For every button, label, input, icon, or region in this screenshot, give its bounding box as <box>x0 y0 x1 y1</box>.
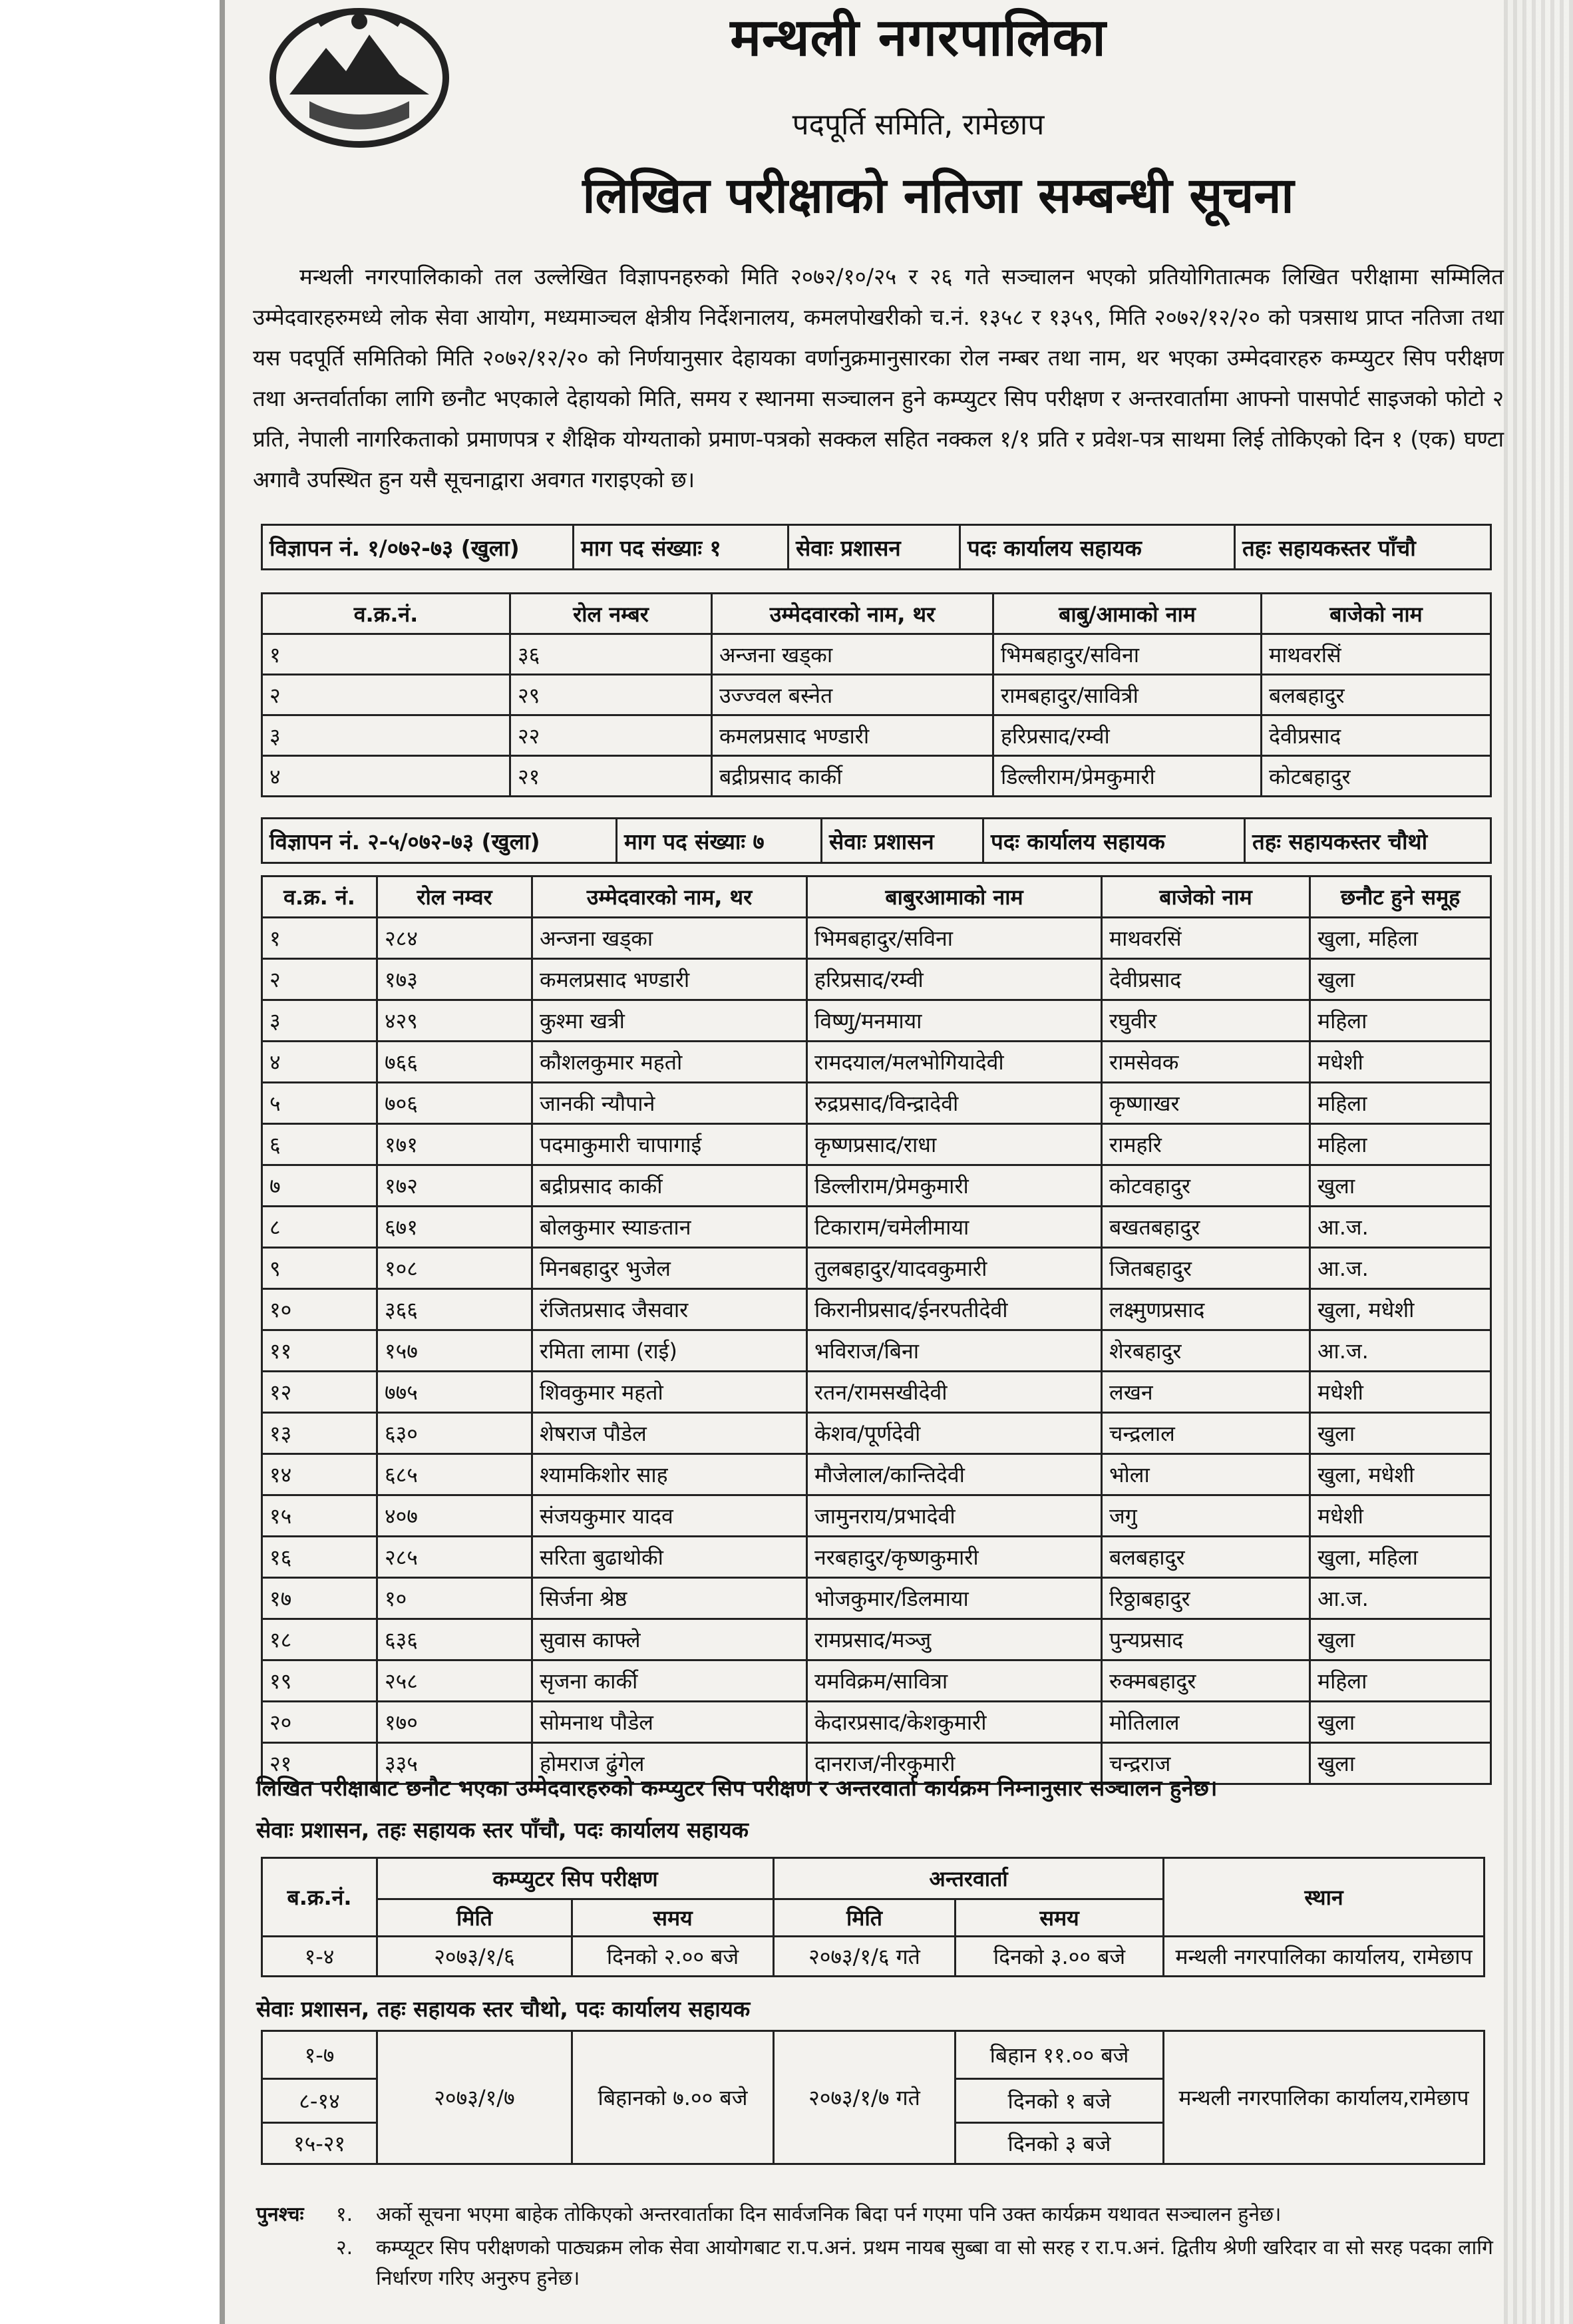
intro-paragraph <box>253 256 1504 500</box>
cell: ५ <box>262 1083 377 1124</box>
cell: ६३६ <box>377 1619 532 1660</box>
cell: अन्जना खड्का <box>712 634 993 675</box>
cell: १७० <box>377 1702 532 1743</box>
cell: २८४ <box>377 918 532 959</box>
cell: बलबहादुर <box>1262 675 1491 715</box>
cell: १९ <box>262 1660 377 1702</box>
cell: आ.ज. <box>1310 1578 1491 1619</box>
cell: देवीप्रसाद <box>1262 715 1491 756</box>
cell: रघुवीर <box>1102 1000 1310 1042</box>
cell: जितबहादुर <box>1102 1248 1310 1289</box>
sched2-i-time-3: दिनको ३ बजे <box>956 2123 1164 2164</box>
nepal-emblem-logo <box>263 1 456 148</box>
cell: रुद्रप्रसाद/विन्द्रादेवी <box>807 1083 1102 1124</box>
cell: श्यामकिशोर साह <box>532 1454 807 1495</box>
cell: रमिता लामा (राई) <box>532 1330 807 1372</box>
cell: ३६६ <box>377 1289 532 1330</box>
cell: रंजितप्रसाद जैसवार <box>532 1289 807 1330</box>
cell: ९ <box>262 1248 377 1289</box>
cell: १७२ <box>377 1165 532 1207</box>
cell: १७३ <box>377 959 532 1000</box>
postscript-num-2: २. <box>336 2236 353 2259</box>
table-row <box>262 1937 1485 1977</box>
table-row <box>262 1330 1491 1372</box>
schedule1-table <box>261 1857 1485 1977</box>
postscript-label: पुनश्चः <box>256 2203 304 2226</box>
cell: माथवरसिं <box>1102 918 1310 959</box>
sched1-place-header: स्थान <box>1164 1858 1485 1937</box>
cell: सुवास काफ्ले <box>532 1619 807 1660</box>
cell: मधेशी <box>1310 1495 1491 1537</box>
ad2-service: सेवाः प्रशासन <box>822 819 983 863</box>
cell: दानराज/नीरकुमारी <box>807 1743 1102 1784</box>
cell: ४२९ <box>377 1000 532 1042</box>
cell: मोतिलाल <box>1102 1702 1310 1743</box>
cell: डिल्लीराम/प्रेमकुमारी <box>807 1165 1102 1207</box>
cell: भविराज/बिना <box>807 1330 1102 1372</box>
ad2-posts: माग पद संख्याः ७ <box>617 819 822 863</box>
cell: २१ <box>262 1743 377 1784</box>
postscript-item-2-block <box>336 2233 1500 2294</box>
cell: १०८ <box>377 1248 532 1289</box>
cell: २ <box>262 675 510 715</box>
cell: देवीप्रसाद <box>1102 959 1310 1000</box>
cell: होमराज ढुंगेल <box>532 1743 807 1784</box>
postscript-item-2: कम्प्यूटर सिप परीक्षणको पाठ्यक्रम लोक सेवा आयोगबाट रा.प.अनं. प्रथम नायब सुब्बा वा सो सरह र रा.प.अनं. द्वितीय श्रेणी खरिदार वा सो सरह पदका लागि निर्धारण गरिए अनुरुप हुनेछ। <box>376 2236 1493 2290</box>
col-roll: रोल नम्वर <box>377 876 532 918</box>
cell: सरिता बुढाथोकी <box>532 1537 807 1578</box>
cell: रुक्मबहादुर <box>1102 1660 1310 1702</box>
cell: लखन <box>1102 1372 1310 1413</box>
cell: ७ <box>262 1165 377 1207</box>
cell: २१ <box>510 756 712 797</box>
cell: महिला <box>1310 1083 1491 1124</box>
cell: नरबहादुर/कृष्णकुमारी <box>807 1537 1102 1578</box>
cell: रतन/रामसखीदेवी <box>807 1372 1102 1413</box>
cell: हरिप्रसाद/रम्वी <box>993 715 1262 756</box>
cell: लक्ष्मुणप्रसाद <box>1102 1289 1310 1330</box>
table-row <box>262 1619 1491 1660</box>
cell: खुला, मधेशी <box>1310 1289 1491 1330</box>
cell: आ.ज. <box>1310 1248 1491 1289</box>
cell: कोटबहादुर <box>1262 756 1491 797</box>
sched1-i-time: दिनको ३.०० बजे <box>956 1937 1164 1977</box>
cell: खुला <box>1310 1413 1491 1454</box>
cell: बखतबहादुर <box>1102 1207 1310 1248</box>
cell: बोलकुमार स्याङतान <box>532 1207 807 1248</box>
cell: २५८ <box>377 1660 532 1702</box>
sched1-interview-header: अन्तरवार्ता <box>774 1858 1164 1899</box>
cell: २० <box>262 1702 377 1743</box>
cell: कौशलकुमार महतो <box>532 1042 807 1083</box>
sched2-caption: सेवाः प्रशासन, तहः सहायक स्तर चौथो, पदः कार्यालय सहायक <box>256 1996 751 2022</box>
cell: शिवकुमार महतो <box>532 1372 807 1413</box>
cell: भिमबहादुर/सविना <box>807 918 1102 959</box>
col-name: उम्मेदवारको नाम, थर <box>712 594 993 634</box>
cell: ४ <box>262 756 510 797</box>
sched2-c-time: बिहानको ७.०० बजे <box>572 2031 774 2164</box>
cell: विष्णु/मनमाया <box>807 1000 1102 1042</box>
table-row <box>262 634 1491 675</box>
cell: १० <box>262 1289 377 1330</box>
table-row <box>262 675 1491 715</box>
cell: ६ <box>262 1124 377 1165</box>
cell: कृष्णाखर <box>1102 1083 1310 1124</box>
ad2-level: तहः सहायकस्तर चौथो <box>1245 819 1491 863</box>
col-parents: बाबु/आमाको नाम <box>993 594 1262 634</box>
table-row <box>262 1578 1491 1619</box>
cell: रामहरि <box>1102 1124 1310 1165</box>
ad2-position: पदः कार्यालय सहायक <box>983 819 1245 863</box>
schedule-intro: लिखित परीक्षाबाट छनौट भएका उम्मेदवारहरुको कम्प्युटर सिप परीक्षण र अन्तरवार्ता कार्यक्रम निम्नानुसार सञ्चालन हुनेछ। <box>256 1775 1218 1801</box>
cell: कुश्मा खत्री <box>532 1000 807 1042</box>
ad2-results-table <box>261 875 1492 1785</box>
municipality-title: मन्थली नगरपालिका <box>730 8 1107 68</box>
cell: २९ <box>510 675 712 715</box>
sched2-serial-2: ८-१४ <box>262 2079 377 2123</box>
cell: ७६६ <box>377 1042 532 1083</box>
cell: २ <box>262 959 377 1000</box>
sched1-computer-header: कम्प्युटर सिप परीक्षण <box>377 1858 774 1899</box>
sched1-i-date-header: मिति <box>774 1899 956 1937</box>
table-row <box>262 1083 1491 1124</box>
table-row <box>262 1495 1491 1537</box>
ad2-number: विज्ञापन नं. २-५/०७२-७३ (खुला) <box>262 819 617 863</box>
col-parents: बाबुरआमाको नाम <box>807 876 1102 918</box>
cell: हरिप्रसाद/रम्वी <box>807 959 1102 1000</box>
cell: खुला, महिला <box>1310 1537 1491 1578</box>
cell: अन्जना खड्का <box>532 918 807 959</box>
sched1-c-time-header: समय <box>572 1899 774 1937</box>
cell: डिल्लीराम/प्रेमकुमारी <box>993 756 1262 797</box>
cell: १६ <box>262 1537 377 1578</box>
sched2-i-time-1: बिहान ११.०० बजे <box>956 2031 1164 2079</box>
cell: रिठ्ठाबहादुर <box>1102 1578 1310 1619</box>
cell: पुन्यप्रसाद <box>1102 1619 1310 1660</box>
table-row <box>262 1372 1491 1413</box>
table-header-row <box>262 594 1491 634</box>
cell: सिर्जना श्रेष्ठ <box>532 1578 807 1619</box>
cell: रामदयाल/मलभोगियादेवी <box>807 1042 1102 1083</box>
cell: ७०६ <box>377 1083 532 1124</box>
sched2-place: मन्थली नगरपालिका कार्यालय,रामेछाप <box>1164 2031 1485 2164</box>
sched2-serial-3: १५-२१ <box>262 2123 377 2164</box>
cell: बद्रीप्रसाद कार्की <box>712 756 993 797</box>
cell: उज्ज्वल बस्नेत <box>712 675 993 715</box>
cell: खुला <box>1310 959 1491 1000</box>
cell: खुला, महिला <box>1310 918 1491 959</box>
cell: १५ <box>262 1495 377 1537</box>
cell: बद्रीप्रसाद कार्की <box>532 1165 807 1207</box>
cell: ३३५ <box>377 1743 532 1784</box>
cell: मिनबहादुर भुजेल <box>532 1248 807 1289</box>
cell: तुलबहादुर/यादवकुमारी <box>807 1248 1102 1289</box>
cell: १७१ <box>377 1124 532 1165</box>
table-row <box>262 1124 1491 1165</box>
cell: बलबहादुर <box>1102 1537 1310 1578</box>
cell: सृजना कार्की <box>532 1660 807 1702</box>
cell: ३६ <box>510 634 712 675</box>
sched1-c-date-header: मिति <box>377 1899 572 1937</box>
cell: केदारप्रसाद/केशकुमारी <box>807 1702 1102 1743</box>
table-row <box>262 1000 1491 1042</box>
cell: १ <box>262 634 510 675</box>
cell: १५७ <box>377 1330 532 1372</box>
table-row <box>262 1660 1491 1702</box>
cell: २८५ <box>377 1537 532 1578</box>
table-row <box>262 1454 1491 1495</box>
cell: महिला <box>1310 1000 1491 1042</box>
cell: १२ <box>262 1372 377 1413</box>
ad1-posts: माग पद संख्याः १ <box>574 525 788 570</box>
cell: ११ <box>262 1330 377 1372</box>
cell: केशव/पूर्णदेवी <box>807 1413 1102 1454</box>
cell: ४ <box>262 1042 377 1083</box>
table-row <box>262 1207 1491 1248</box>
sched1-place: मन्थली नगरपालिका कार्यालय, रामेछाप <box>1164 1937 1485 1977</box>
cell: जामुनराय/प्रभादेवी <box>807 1495 1102 1537</box>
table-row <box>262 1413 1491 1454</box>
cell: कमलप्रसाद भण्डारी <box>532 959 807 1000</box>
postscript <box>256 2200 1281 2230</box>
table-row <box>262 1537 1491 1578</box>
cell: मधेशी <box>1310 1042 1491 1083</box>
cell: खुला <box>1310 1165 1491 1207</box>
col-serial: व.क्र.नं. <box>262 594 510 634</box>
table-row <box>262 1042 1491 1083</box>
cell: भिमबहादुर/सविना <box>993 634 1262 675</box>
sched1-caption: सेवाः प्रशासन, तहः सहायक स्तर पाँचौ, पदः कार्यालय सहायक <box>256 1817 749 1843</box>
cell: ६३० <box>377 1413 532 1454</box>
ad1-results-table <box>261 592 1492 797</box>
cell: सोमनाथ पौडेल <box>532 1702 807 1743</box>
cell: ४०७ <box>377 1495 532 1537</box>
cell: चन्द्रराज <box>1102 1743 1310 1784</box>
cell: कमलप्रसाद भण्डारी <box>712 715 993 756</box>
cell: ६७१ <box>377 1207 532 1248</box>
ad1-service: सेवाः प्रशासन <box>788 525 960 570</box>
cell: मधेशी <box>1310 1372 1491 1413</box>
col-grandfather: बाजेको नाम <box>1102 876 1310 918</box>
cell: माथवरसिं <box>1262 634 1491 675</box>
cell: १३ <box>262 1413 377 1454</box>
ad1-number: विज्ञापन नं. १/०७२-७३ (खुला) <box>262 525 574 570</box>
cell: १ <box>262 918 377 959</box>
sched2-c-date: २०७३/१/७ <box>377 2031 572 2164</box>
sched2-serial-1: १-७ <box>262 2031 377 2079</box>
cell: जगु <box>1102 1495 1310 1537</box>
page-left-edge <box>220 0 225 2324</box>
sched1-c-time: दिनको २.०० बजे <box>572 1937 774 1977</box>
cell: जानकी न्यौपाने <box>532 1083 807 1124</box>
sched1-serial: १-४ <box>262 1937 377 1977</box>
cell: किरानीप्रसाद/ईनरपतीदेवी <box>807 1289 1102 1330</box>
postscript-num-1: १. <box>336 2203 353 2226</box>
cell: महिला <box>1310 1124 1491 1165</box>
sched2-i-date: २०७३/१/७ गते <box>774 2031 956 2164</box>
notice-title: लिखित परीक्षाको नतिजा सम्बन्धी सूचना <box>582 167 1294 224</box>
cell: रामसेवक <box>1102 1042 1310 1083</box>
cell: यमविक्रम/सावित्रा <box>807 1660 1102 1702</box>
ad1-position: पदः कार्यालय सहायक <box>960 525 1235 570</box>
adjacent-page-strip <box>1504 0 1573 2324</box>
cell: चन्द्रलाल <box>1102 1413 1310 1454</box>
cell: ८ <box>262 1207 377 1248</box>
ad1-info-bar <box>261 524 1492 570</box>
cell: महिला <box>1310 1660 1491 1702</box>
cell: आ.ज. <box>1310 1207 1491 1248</box>
cell: कृष्णप्रसाद/राधा <box>807 1124 1102 1165</box>
cell: १४ <box>262 1454 377 1495</box>
table-row <box>262 1289 1491 1330</box>
table-row <box>262 756 1491 797</box>
cell: शेरबहादुर <box>1102 1330 1310 1372</box>
col-grandfather: बाजेको नाम <box>1262 594 1491 634</box>
cell: रामप्रसाद/मञ्जु <box>807 1619 1102 1660</box>
col-name: उम्मेदवारको नाम, थर <box>532 876 807 918</box>
cell: खुला <box>1310 1619 1491 1660</box>
sched1-i-date: २०७३/१/६ गते <box>774 1937 956 1977</box>
cell: ६८५ <box>377 1454 532 1495</box>
cell: संजयकुमार यादव <box>532 1495 807 1537</box>
cell: ३ <box>262 715 510 756</box>
cell: भोला <box>1102 1454 1310 1495</box>
col-serial: व.क्र. नं. <box>262 876 377 918</box>
cell: कोटवहादुर <box>1102 1165 1310 1207</box>
cell: २२ <box>510 715 712 756</box>
ad1-level: तहः सहायकस्तर पाँचौ <box>1235 525 1491 570</box>
committee-subtitle: पदपूर्ति समिति, रामेछाप <box>792 108 1045 142</box>
table-row <box>262 1248 1491 1289</box>
cell: १७ <box>262 1578 377 1619</box>
cell: १० <box>377 1578 532 1619</box>
cell: ३ <box>262 1000 377 1042</box>
ad2-info-bar <box>261 817 1492 864</box>
sched2-i-time-2: दिनको १ बजे <box>956 2079 1164 2123</box>
cell: खुला <box>1310 1743 1491 1784</box>
cell: भोजकुमार/डिलमाया <box>807 1578 1102 1619</box>
table-row <box>262 1702 1491 1743</box>
cell: खुला <box>1310 1702 1491 1743</box>
cell: ७७५ <box>377 1372 532 1413</box>
postscript-item-1: अर्को सूचना भएमा बाहेक तोकिएको अन्तरवार्ताका दिन सार्वजनिक बिदा पर्न गएमा पनि उक्त कार्यक्रम यथावत सञ्चालन हुनेछ। <box>376 2203 1282 2226</box>
col-roll: रोल नम्बर <box>510 594 712 634</box>
table-row <box>262 959 1491 1000</box>
sched1-serial-header: ब.क्र.नं. <box>262 1858 377 1937</box>
table-row <box>262 1165 1491 1207</box>
cell: रामबहादुर/सावित्री <box>993 675 1262 715</box>
sched1-i-time-header: समय <box>956 1899 1164 1937</box>
cell: आ.ज. <box>1310 1330 1491 1372</box>
col-group: छनौट हुने समूह <box>1310 876 1491 918</box>
table-row <box>262 918 1491 959</box>
cell: मौजेलाल/कान्तिदेवी <box>807 1454 1102 1495</box>
cell: खुला, मधेशी <box>1310 1454 1491 1495</box>
cell: टिकाराम/चमेलीमाया <box>807 1207 1102 1248</box>
schedule2-table <box>261 2030 1485 2165</box>
table-header-row <box>262 876 1491 918</box>
table-row <box>262 715 1491 756</box>
sched1-c-date: २०७३/१/६ <box>377 1937 572 1977</box>
cell: शेषराज पौडेल <box>532 1413 807 1454</box>
intro-text: मन्थली नगरपालिकाको तल उल्लेखित विज्ञापनहरुको मिति २०७२/१०/२५ र २६ गते सञ्चालन भएको प्रतियोगितात्मक लिखित परीक्षामा सम्मिलित उम्मेदवारहरुमध्ये लोक सेवा आयोग, मध्यमाञ्चल क्षेत्रीय निर्देशनालय, कमलपोखरीको च.नं. १३५८ र १३५९, मिति २०७२/१२/२० को पत्रसाथ प्राप्त नतिजा तथा यस पदपूर्ति समितिको मिति २०७२/१२/२० को निर्णयानुसार देहायका वर्णानुक्रमानुसारका रोल नम्बर तथा नाम, थर भएका उम्मेदवारहरु कम्प्युटर सिप परीक्षण तथा अन्तर्वार्ताका लागि छनौट भएकाले देहायको मिति, समय र स्थानमा सञ्चालन हुने कम्प्युटर सिप परीक्षण र अन्तरवार्तामा आफ्नो पासपोर्ट साइजको फोटो २ प्रति, नेपाली नागरिकताको प्रमाणपत्र र शैक्षिक योग्यताको प्रमाण-पत्रको सक्कल सहित नक्कल १/१ प्रति र प्रवेश-पत्र साथमा लिई तोकिएको दिन १ (एक) घण्टा अगावै उपस्थित हुन यसै सूचनाद्वारा अवगत गराइएको छ। <box>253 264 1504 492</box>
cell: पदमाकुमारी चापागाई <box>532 1124 807 1165</box>
cell: १८ <box>262 1619 377 1660</box>
